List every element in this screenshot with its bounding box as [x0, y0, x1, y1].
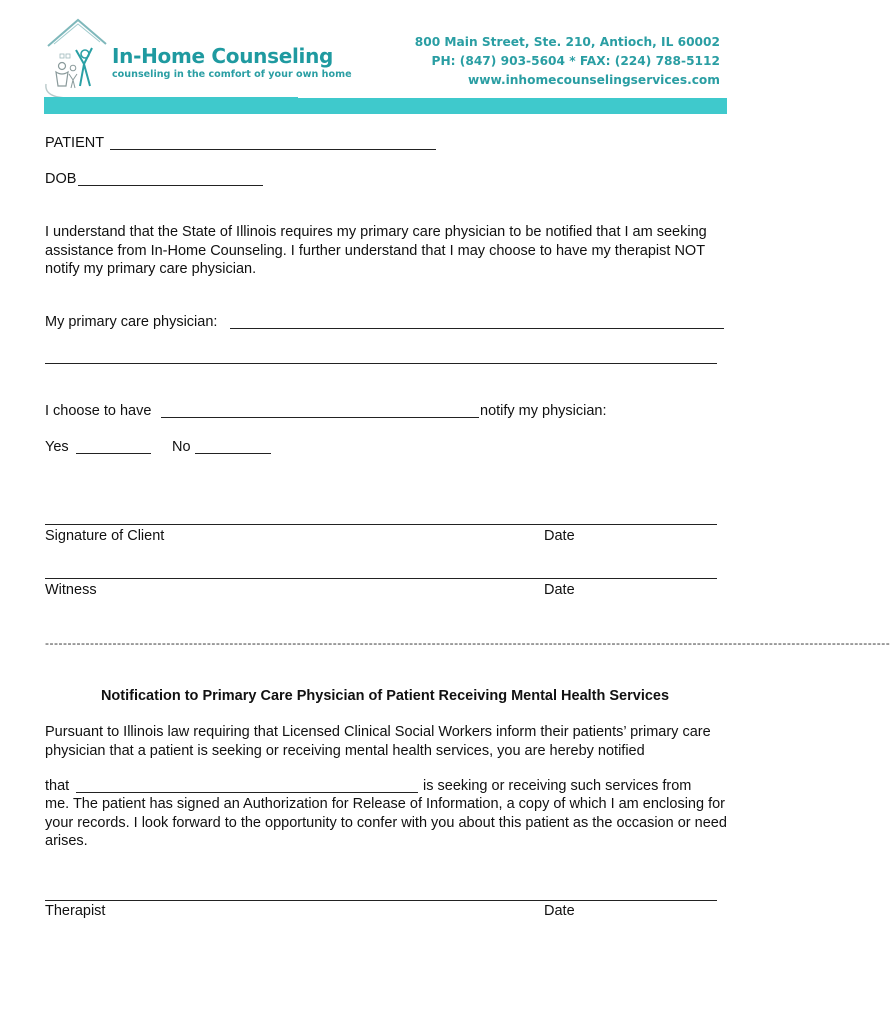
that-suffix: is seeking or receiving such services from — [423, 778, 692, 794]
notification-paragraph-2: me. The patient has signed an Authorization for Release of Information, a copy of which I am enclosing for your records. I look forward to the opportunity to confer with you about this patient as the occasion or need arises. — [45, 796, 727, 849]
physician-field-line-2[interactable] — [45, 363, 717, 364]
website-link[interactable]: www.inhomecounselingservices.com — [467, 73, 720, 87]
signature-date-label: Date — [544, 528, 575, 544]
house-family-logo-icon — [40, 14, 112, 98]
signature-label: Signature of Client — [45, 528, 165, 544]
therapist-signature-field[interactable] — [45, 900, 717, 901]
witness-signature-field[interactable] — [45, 578, 717, 579]
notification-heading: Notification to Primary Care Physician of Patient Receiving Mental Health Services — [100, 688, 670, 704]
no-field[interactable] — [195, 453, 271, 454]
contact-block — [415, 33, 720, 90]
header-band-divider — [298, 97, 727, 98]
yes-label: Yes — [45, 439, 69, 455]
cut-line-divider: -------------------------------------------------------------------------------------------------------------------------------------------------------------------------------------------- — [45, 636, 890, 650]
that-prefix: that — [45, 778, 70, 794]
choose-field[interactable] — [161, 417, 479, 418]
choose-prefix: I choose to have — [45, 403, 152, 419]
header-accent-band — [44, 97, 727, 114]
witness-date-label: Date — [544, 582, 575, 598]
consent-statement: I understand that the State of Illinois requires my primary care physician to be notified that I am seeking assistance from In-Home Counseling. I further understand that I may choose to have my therapist NOT notify my primary care physician. — [45, 224, 707, 277]
physician-field[interactable] — [230, 328, 724, 329]
patient-label: PATIENT — [45, 135, 105, 151]
therapist-label: Therapist — [45, 903, 106, 919]
yes-field[interactable] — [76, 453, 151, 454]
therapist-date-label: Date — [544, 903, 575, 919]
choose-suffix: notify my physician: — [480, 403, 607, 419]
dob-field[interactable] — [78, 185, 263, 186]
client-signature-field[interactable] — [45, 524, 717, 525]
brand-tagline: counseling in the comfort of your own home — [112, 69, 352, 80]
phone-fax-line: PH: (847) 903-5604 * FAX: (224) 788-5112 — [431, 54, 720, 68]
patient-name-field[interactable] — [110, 149, 436, 150]
address-line: 800 Main Street, Ste. 210, Antioch, IL 60002 — [414, 35, 720, 49]
dob-label: DOB — [45, 171, 77, 187]
patient-notified-field[interactable] — [76, 792, 418, 793]
no-label: No — [172, 439, 191, 455]
witness-label: Witness — [45, 582, 97, 598]
physician-label: My primary care physician: — [45, 314, 218, 330]
notification-paragraph-1: Pursuant to Illinois law requiring that Licensed Clinical Social Workers inform their patients’ primary care physician that a patient is seeking or receiving mental health services, you are hereby notified — [45, 724, 711, 759]
brand-name: In-Home Counseling — [112, 44, 334, 68]
